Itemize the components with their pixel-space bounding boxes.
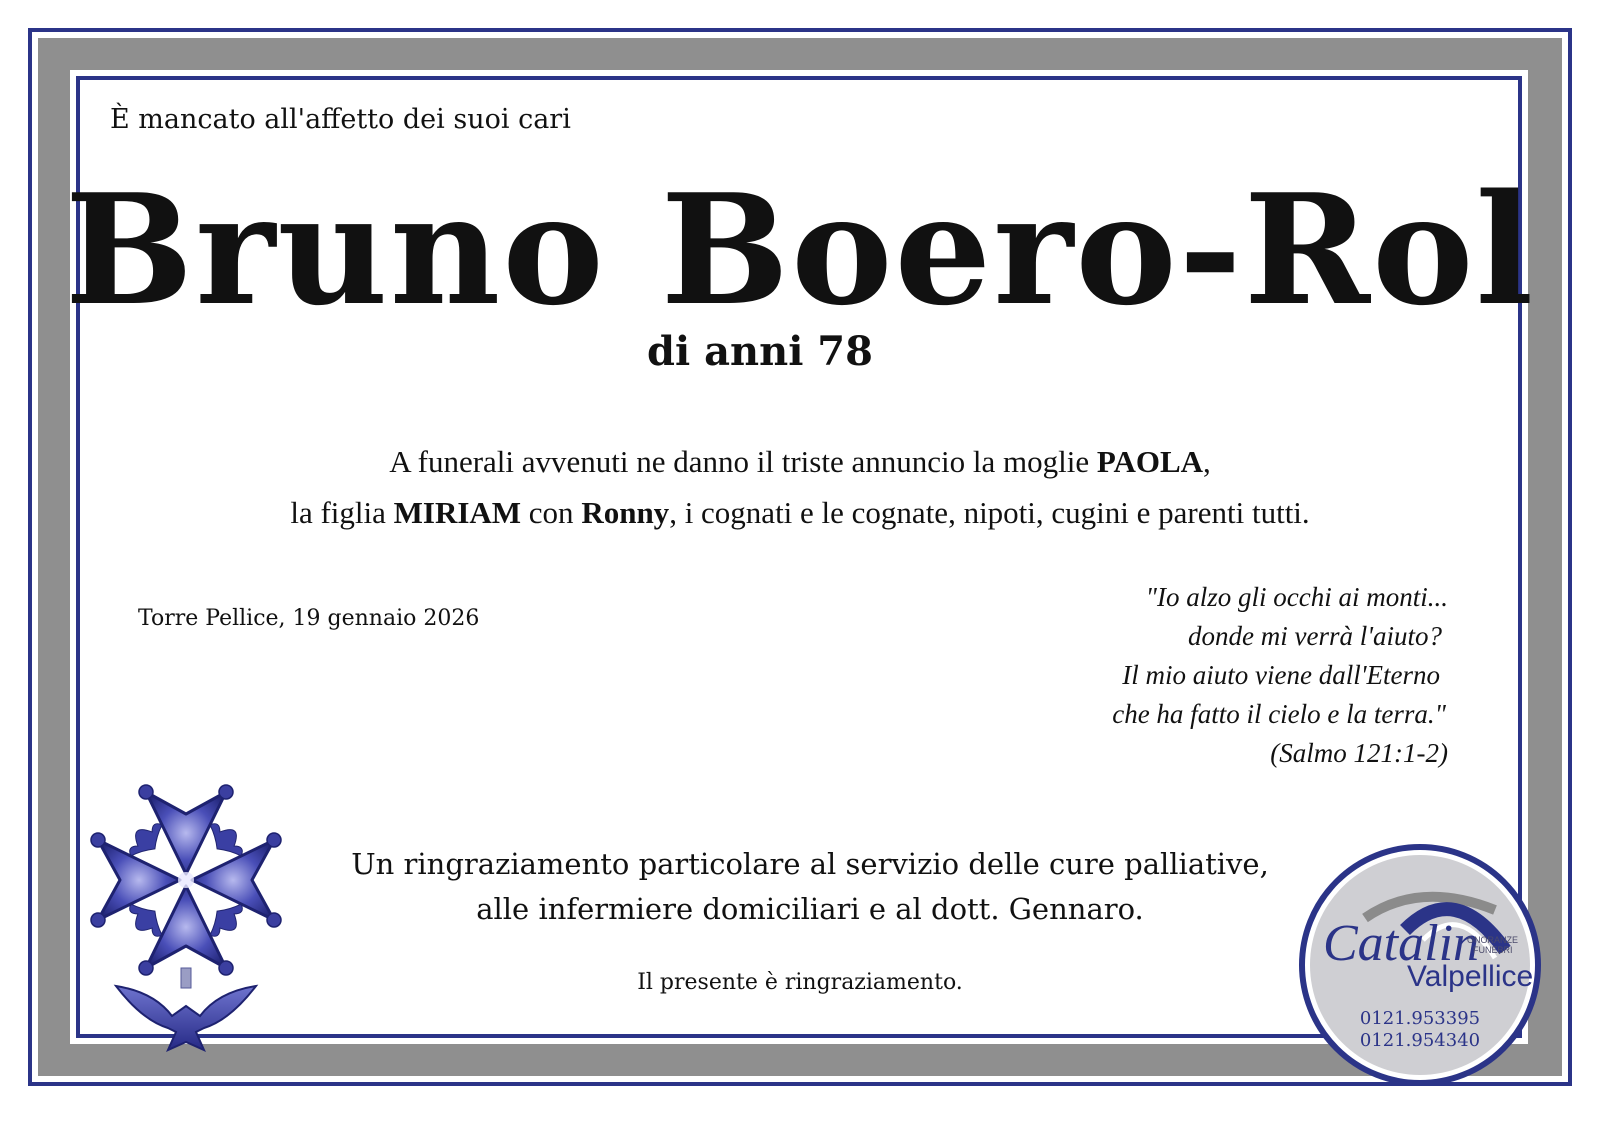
wife-name: PAOLA (1096, 444, 1204, 479)
quote-reference: (Salmo 121:1-2) (1270, 738, 1448, 768)
announcement-line-1: A funerali avvenuti ne danno il triste annuncio la moglie PAOLA, (389, 444, 1211, 479)
announcement-line-2: la figlia MIRIAM con Ronny, i cognati e le cognate, nipoti, cugini e parenti tutti. (290, 495, 1310, 530)
closing-note: Il presente è ringraziamento. (637, 970, 963, 995)
thanks-line: alle infermiere domiciliari e al dott. Gennaro. (476, 892, 1144, 926)
partner-name: Ronny (581, 495, 670, 530)
daughter-name: MIRIAM (393, 495, 522, 530)
deceased-age: di anni 78 (647, 328, 873, 375)
funeral-home-logo (1295, 840, 1545, 1090)
intro-line: È mancato all'affetto dei suoi cari (110, 104, 571, 135)
logo-brand: Valpellice (1407, 960, 1534, 993)
quote-line: Il mio aiuto viene dall'Eterno (1122, 660, 1440, 690)
logo-badge (1295, 840, 1545, 1090)
logo-phone-2: 0121.954340 (1359, 1030, 1481, 1051)
quote-line: donde mi verrà l'aiuto? (1188, 621, 1442, 651)
logo-small-2: FUNEBRI (1473, 945, 1513, 955)
logo-small-1: ONORANZE (1467, 935, 1519, 945)
logo-script: Catalin (1323, 915, 1480, 972)
psalm-quote (1112, 578, 1448, 773)
announcement (0, 436, 1600, 538)
huguenot-cross-icon (54, 730, 324, 1070)
place-date: Torre Pellice, 19 gennaio 2026 (138, 606, 480, 631)
quote-line: "Io alzo gli occhi ai monti... (1145, 582, 1448, 612)
deceased-name: Bruno Boero-Rol (64, 160, 1536, 339)
thanks-line: Un ringraziamento particolare al servizio delle cure palliative, (351, 847, 1269, 881)
logo-phone-1: 0121.953395 (1359, 1008, 1481, 1029)
quote-line: che ha fatto il cielo e la terra." (1112, 699, 1446, 729)
